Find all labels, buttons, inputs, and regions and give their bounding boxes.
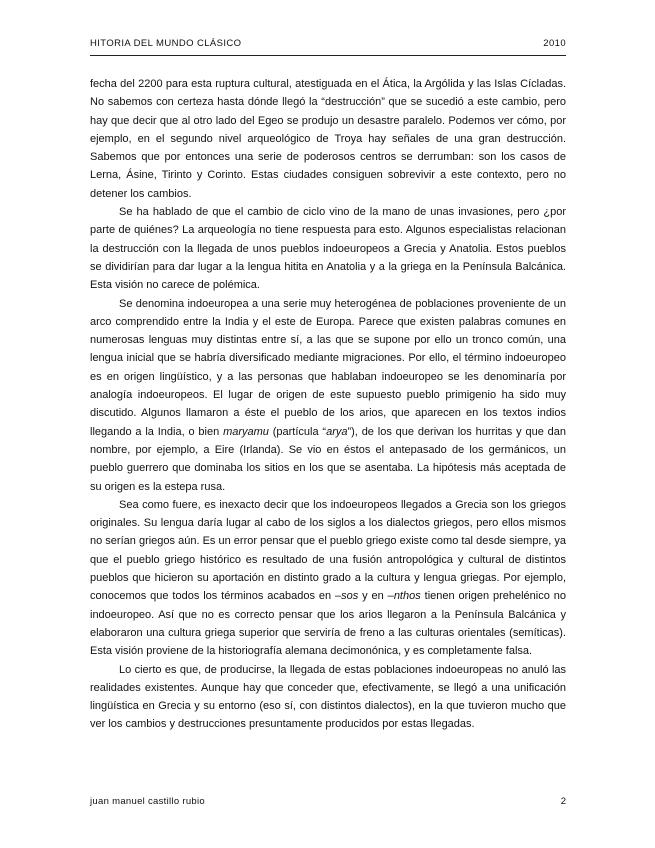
header-divider	[90, 55, 566, 56]
paragraph-4-text-c: tienen origen prehelénico no indoeuropeo. Así que no es correcto pensar que los arios llegaron a la Península Balcánica y elaboraron una cultura griega superior que serviría de freno a las culturas orientales (semíticas). Esta visión proviene de la historiografía alemana decimonónica, y es completamente falsa.	[90, 590, 566, 658]
term-arya: arya	[326, 425, 348, 438]
header-title: HITORIA DEL MUNDO CLÁSICO	[90, 38, 242, 49]
header-year: 2010	[543, 38, 566, 49]
paragraph-1: fecha del 2200 para esta ruptura cultural, atestiguada en el Ática, la Argólida y las Islas Cícladas. No sabemos con certeza hasta dónde llegó la “destrucción” que se sucedió a este cambio, pero hay que decir que al otro lado del Egeo se produjo un desastre paralelo. Podemos ver cómo, por ejemplo, en el segundo nivel arqueológico de Troya hay señales de una gran destrucción. Sabemos que por entonces una serie de poderosos centros se derrumban: son los casos de Lerna, Ásine, Tirinto y Corinto. Estas ciudades consiguen sobrevivir a este contexto, pero no detener los cambios.	[90, 78, 566, 200]
paragraph-3	[90, 295, 566, 496]
paragraph-4	[90, 496, 566, 661]
paragraph-3-text-a: Se denomina indoeuropea a una serie muy heterogénea de poblaciones proveniente de un arco comprendido entre la India y el este de Europa. Parece que existen palabras comunes en numerosas lenguas muy distintas entre sí, a las que se supone por ello un tronco común, una lengua inicial que se habría diversificado mediante migraciones. Por ello, el término indoeuropeo es en origen lingüístico, y a las personas que hablaban indoeuropeo se les denominaría por analogía indoeuropeos. El lugar de origen de este supuesto pueblo primigenio ha sido muy discutido. Algunos llamaron a éste el pueblo de los arios, que aparecen en los textos indios llegando a la India, o bien	[90, 297, 566, 438]
term-sos: sos	[341, 590, 359, 603]
document-body	[90, 75, 566, 734]
paragraph-5: Lo cierto es que, de producirse, la llegada de estas poblaciones indoeuropeas no anuló las realidades existentes. Aunque hay que conceder que, efectivamente, se llegó a una unificación lingüística en Grecia y su entorno (eso sí, con distintos dialectos), en la que tuvieron mucho que ver los cambios y destrucciones presuntamente producidos por estas llegadas.	[90, 663, 566, 731]
term-maryamu: maryamu	[223, 425, 269, 438]
paragraph-3-text-b: (partícula “	[268, 425, 327, 438]
page-number: 2	[560, 796, 566, 807]
paragraph-4-text-a: Sea como fuere, es inexacto decir que los indoeuropeos llegados a Grecia son los griegos originales. Su lengua daría lugar al cabo de los siglos a los dialectos griegos, pero ellos mismos no serían griegos aún. Es un error pensar que el pueblo griego existe como tal desde siempre, ya que el pueblo griego histórico es resultado de una fusión antropológica y cultural de distintos pueblos que hicieron su aportación en distinto grado a la cultura y lengua griegas. Por ejemplo, conocemos que todos los términos acabados en –	[90, 498, 566, 603]
term-nthos: nthos	[393, 590, 421, 603]
paragraph-2: Se ha hablado de que el cambio de ciclo vino de la mano de unas invasiones, pero ¿por parte de quiénes? La arqueología no tiene respuesta para esto. Algunos especialistas relacionan la destrucción con la llegada de unos pueblos indoeuropeos a Grecia y Anatolia. Estos pueblos se dividirían para dar lugar a la lengua hitita en Anatolia y a la griega en la Península Balcánica. Esta visión no carece de polémica.	[90, 206, 566, 292]
paragraph-3-text-c: ”), de los que derivan los hurritas y que dan nombre, por ejemplo, a Eire (Irlanda). Se vio en éstos el antepasado de los germánicos, un pueblo guerrero que dominaba los sitios en los que se asentaba. La hipótesis más aceptada de su origen es la estepa rusa.	[90, 425, 566, 493]
paragraph-4-text-b: y en –	[358, 590, 394, 603]
footer-author: juan manuel castillo rubio	[90, 796, 205, 807]
